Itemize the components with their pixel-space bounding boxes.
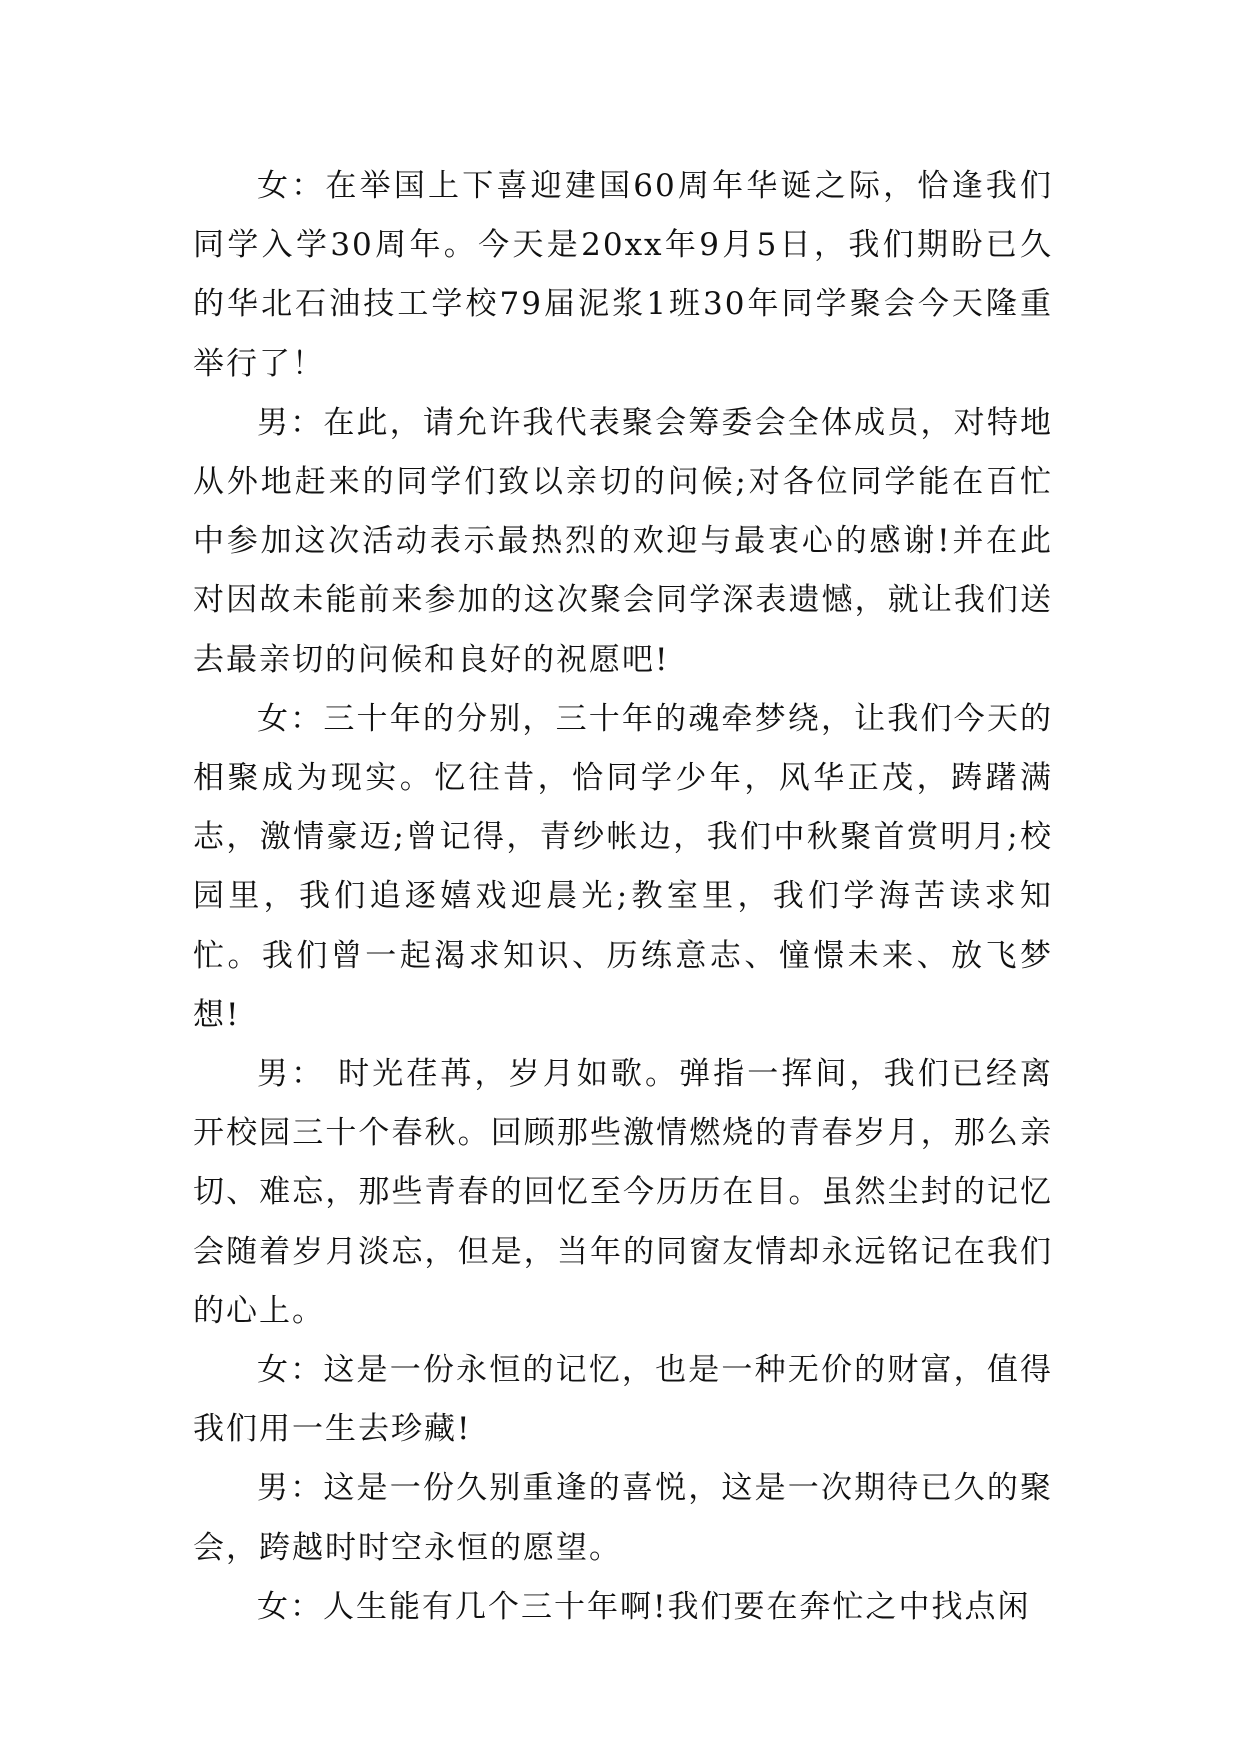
paragraph-1: 女：在举国上下喜迎建国60周年华诞之际，恰逢我们同学入学30周年。今天是20xx年9月5日，我们期盼已久的华北石油技工学校79届泥浆1班30年同学聚会今天隆重举行了！: [193, 168, 1053, 382]
document-body: [193, 157, 1053, 1637]
paragraph-2: 男：在此，请允许我代表聚会筹委会全体成员，对特地从外地赶来的同学们致以亲切的问候;对各位同学能在百忙中参加这次活动表示最热烈的欢迎与最衷心的感谢!并在此对因故未能前来参加的这次聚会同学深表遗憾，就让我们送去最亲切的问候和良好的祝愿吧!: [193, 404, 1053, 678]
paragraph-6: 男：这是一份久别重逢的喜悦，这是一次期待已久的聚会，跨越时时空永恒的愿望。: [193, 1470, 1053, 1566]
paragraph-7: 女：人生能有几个三十年啊!我们要在奔忙之中找点闲: [257, 1588, 1031, 1625]
paragraph-5: 女：这是一份永恒的记忆，也是一种无价的财富，值得我们用一生去珍藏!: [193, 1352, 1053, 1448]
paragraph-3: 女：三十年的分别，三十年的魂牵梦绕，让我们今天的相聚成为现实。忆往昔，恰同学少年，风华正茂，踌躇满志，激情豪迈;曾记得，青纱帐边，我们中秋聚首赏明月;校园里，我们追逐嬉戏迎晨光;教室里，我们学海苦读求知忙。我们曾一起渴求知识、历练意志、憧憬未来、放飞梦想!: [193, 700, 1053, 1033]
paragraph-4: 男： 时光荏苒，岁月如歌。弹指一挥间，我们已经离开校园三十个春秋。回顾那些激情燃烧的青春岁月，那么亲切、难忘，那些青春的回忆至今历历在目。虽然尘封的记忆会随着岁月淡忘，但是，当年的同窗友情却永远铭记在我们的心上。: [193, 1056, 1053, 1329]
